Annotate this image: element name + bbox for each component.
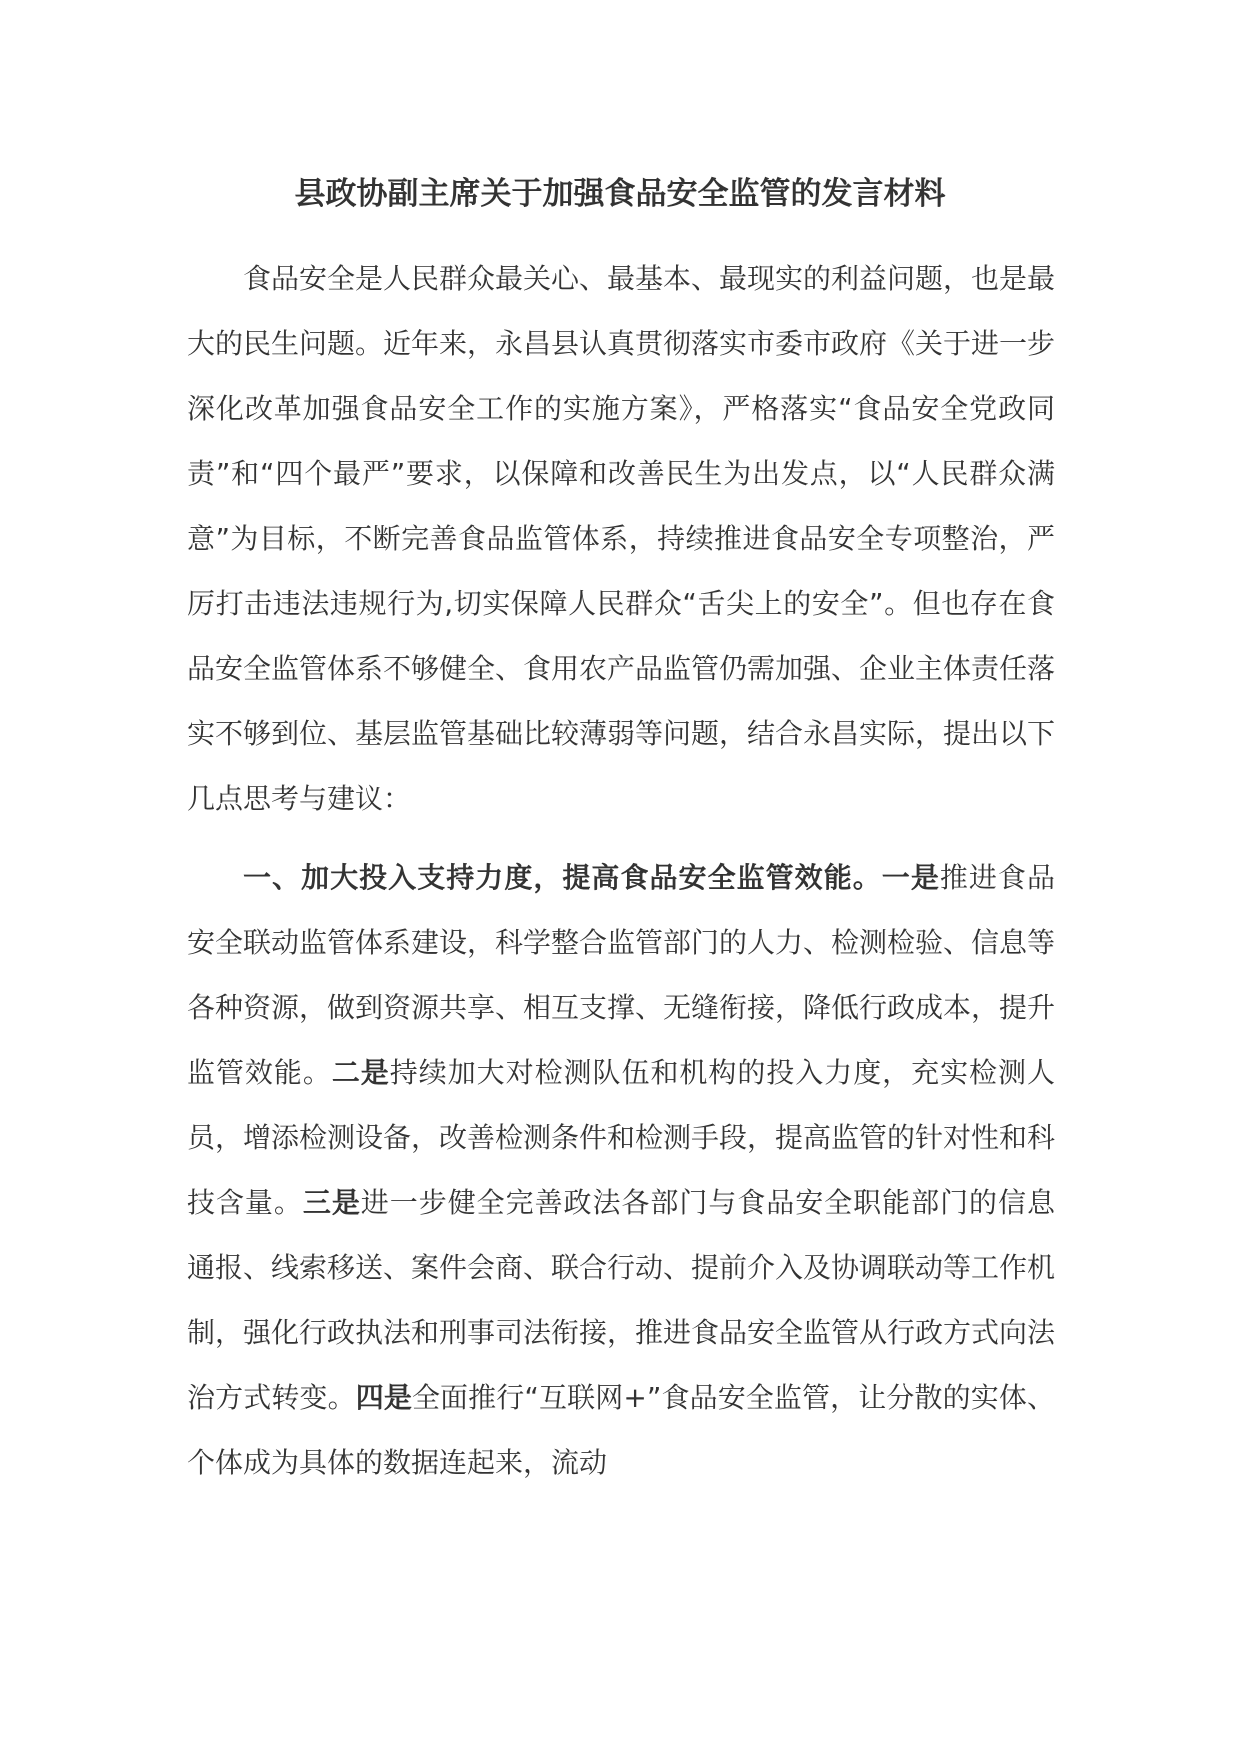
point-2-text: 持续加大对检测队伍和机构的投入力度，充实检测人员，增添检测设备，改善检测条件和检测手段，提高监管的针对性和科技含量。 bbox=[187, 1056, 1056, 1219]
point-1-text: 推进食品安全联动监管体系建设，科学整合监管部门的人力、检测检验、信息等各种资源，做到资源共享、相互支撑、无缝衔接，降低行政成本，提升监管效能。 bbox=[187, 861, 1056, 1089]
section-one-heading: 一、加大投入支持力度，提高食品安全监管效能。 bbox=[243, 861, 882, 894]
point-3-text: 进一步健全完善政法各部门与食品安全职能部门的信息通报、线索移送、案件会商、联合行动、提前介入及协调联动等工作机制，强化行政执法和刑事司法衔接，推进食品安全监管从行政方式向法治方式转变。 bbox=[187, 1186, 1056, 1414]
point-3-label: 三是 bbox=[302, 1186, 361, 1219]
point-1-label: 一是 bbox=[881, 861, 940, 894]
point-2-label: 二是 bbox=[331, 1056, 390, 1089]
point-4-label: 四是 bbox=[355, 1381, 412, 1414]
point-4-text: 全面推行“互联网+”食品安全监管，让分散的实体、个体成为具体的数据连起来，流动 bbox=[187, 1381, 1055, 1479]
section-one-paragraph bbox=[187, 845, 1055, 1495]
document-title: 县政协副主席关于加强食品安全监管的发言材料 bbox=[294, 176, 946, 212]
intro-paragraph: 食品安全是人民群众最关心、最基本、最现实的利益问题，也是最大的民生问题。近年来，永昌县认真贯彻落实市委市政府《关于进一步深化改革加强食品安全工作的实施方案》，严格落实“食品安全党政同责”和“四个最严”要求，以保障和改善民生为出发点，以“人民群众满意”为目标，不断完善食品监管体系，持续推进食品安全专项整治，严厉打击违法违规行为,切实保障人民群众“舌尖上的安全”。但也存在食品安全监管体系不够健全、食用农产品监管仍需加强、企业主体责任落实不够到位、基层监管基础比较薄弱等问题，结合永昌实际，提出以下几点思考与建议： bbox=[187, 262, 1056, 815]
